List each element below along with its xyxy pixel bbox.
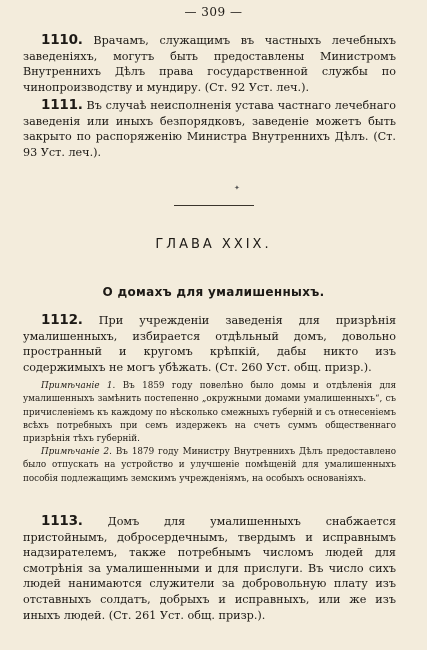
note-text: Въ 1879 году Министру Внутреннихъ Дѣлъ предоставлено было отпускать на устройство и улучшенiе помѣщенiй для умалишенныхъ пособiя подлежащимъ земскимъ учрежденiямъ, на особыхъ основанiяхъ. bbox=[23, 447, 396, 484]
article-1112 bbox=[23, 313, 396, 375]
article-text: При учрежденiи заведенiя для призрѣнiя умалишенныхъ, избирается отдѣльный домъ, довольно пространный и кругомъ крѣпкiй, дабы никто изъ содержимыхъ не могъ убѣжать. (Ст. 260 Уст. общ. призр.). bbox=[23, 314, 396, 374]
article-text: Врачамъ, служащимъ въ частныхъ лечебныхъ заведенiяхъ, могутъ быть предоставлены Министромъ Внутреннихъ Дѣлъ права государственной службы по чинопроизводству и мундиру. (Ст. 92 Уст. леч.). bbox=[23, 34, 396, 94]
article-1110 bbox=[23, 33, 396, 95]
note-label: Примѣчанiе 2. bbox=[41, 447, 112, 457]
ornament-mark: ✦ bbox=[234, 184, 240, 192]
chapter-subtitle: О домахъ для умалишенныхъ. bbox=[102, 285, 325, 299]
section-divider bbox=[174, 205, 254, 206]
article-number: 1111. bbox=[41, 97, 83, 113]
article-text: Домъ для умалишенныхъ снабжается пристойнымъ, добросердечнымъ, твердымъ и исправнымъ надзирателемъ, также потребнымъ числомъ людей для смотрѣнiя за умалишенными и для прислуги. Въ число сихъ людей нанимаются служители за добровольную плату изъ отставныхъ солдатъ, добрыхъ и исправныхъ, или же изъ иныхъ людей. (Ст. 261 Уст. общ. призр.). bbox=[23, 515, 396, 622]
article-text: Въ случаѣ неисполненiя устава частнаго лечебнаго заведенiя или иныхъ безпорядковъ, заведенiе можетъ быть закрыто по распоряженiю Министра Внутреннихъ Дѣлъ. (Ст. 93 Уст. леч.). bbox=[23, 99, 396, 159]
article-1113 bbox=[23, 514, 396, 623]
note-text: Въ 1859 году повелѣно было домы и отдѣленiя для умалишенныхъ замѣнить постепенно „окружными домами умалишенныхъ“, съ причисленiемъ къ каждому по нѣсколько смежныхъ губернiй и съ отнесенiемъ всѣхъ потребныхъ при семъ издержекъ на счетъ суммъ общественнаго призрѣнiя тѣхъ губернiй. bbox=[23, 381, 397, 445]
article-number: 1113. bbox=[41, 513, 83, 529]
chapter-heading: ГЛАВА XXIX. bbox=[155, 237, 272, 252]
note-2 bbox=[23, 446, 396, 486]
note-1 bbox=[23, 380, 396, 446]
note-label: Примѣчанiе 1. bbox=[41, 381, 116, 391]
article-1111 bbox=[23, 98, 396, 160]
page-number: — 309 — bbox=[184, 5, 243, 19]
article-number: 1112. bbox=[41, 312, 83, 328]
article-number: 1110. bbox=[41, 32, 83, 48]
